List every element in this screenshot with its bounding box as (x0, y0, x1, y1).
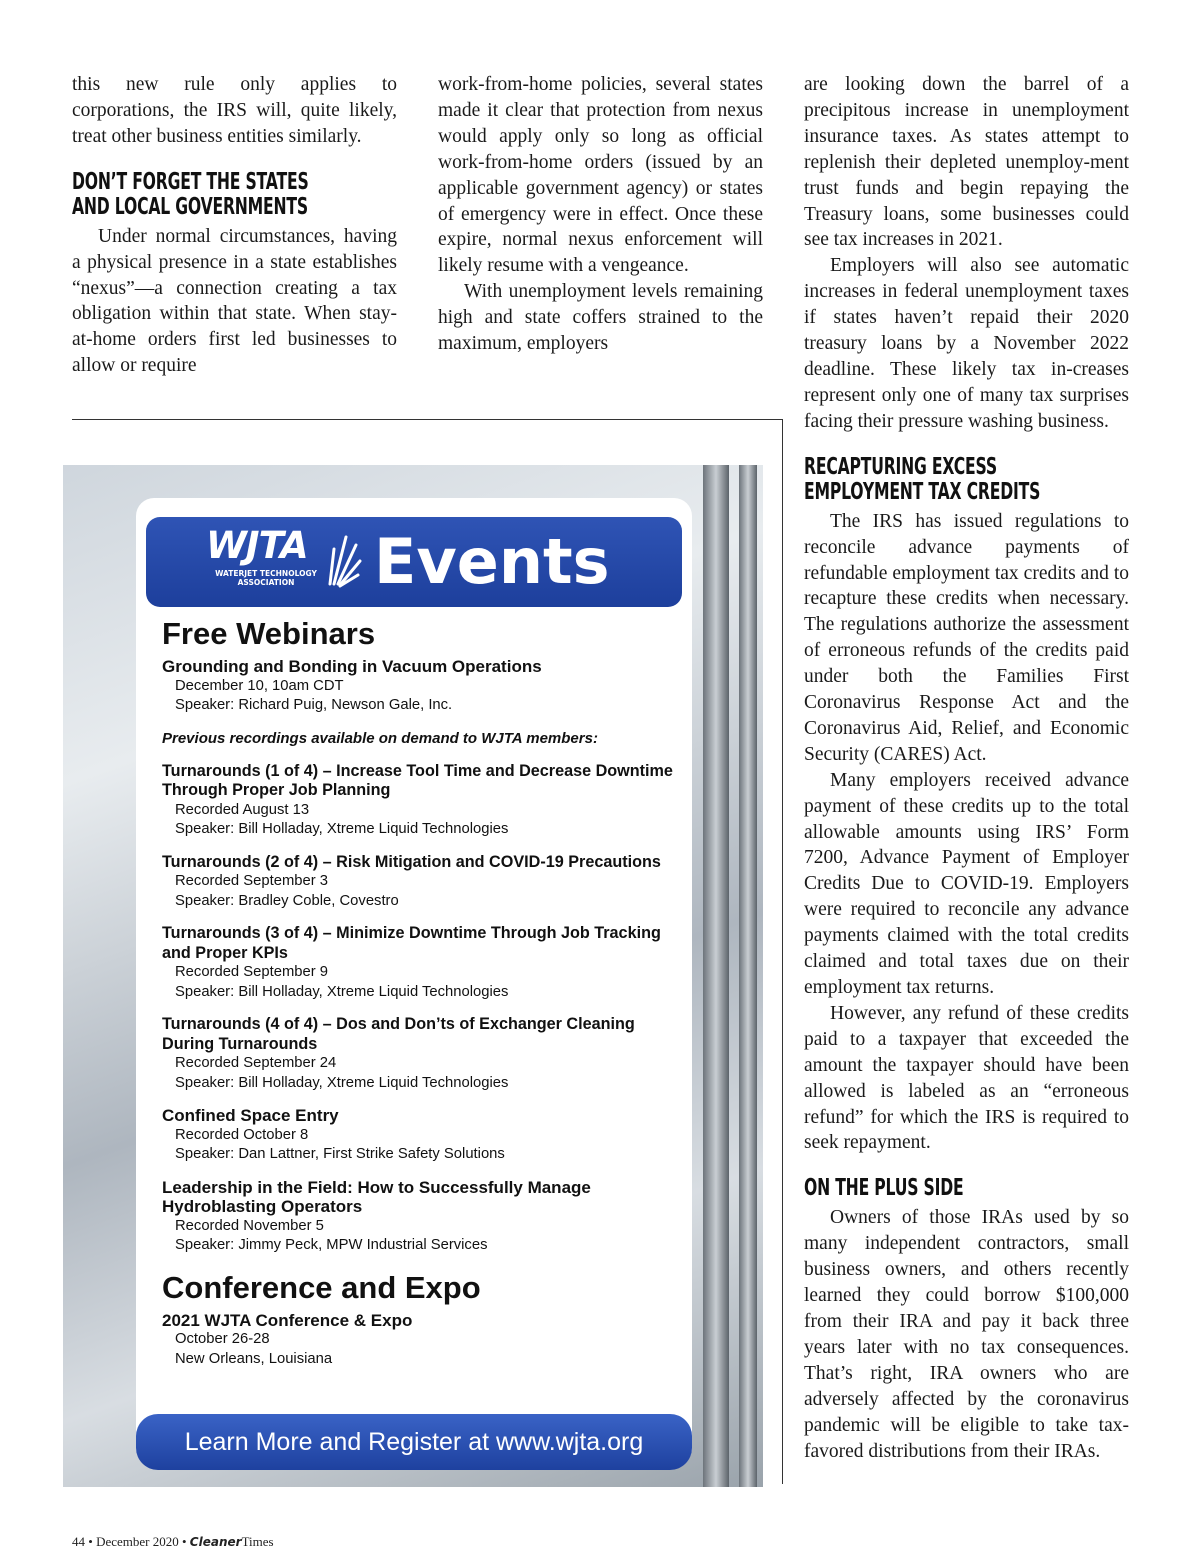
section-heading (804, 455, 1136, 505)
section-heading (72, 170, 404, 220)
water-splash-icon (324, 529, 364, 589)
ad-content (162, 615, 682, 1382)
heading-line: RECAPTURING EXCESS (804, 453, 997, 480)
event-speaker: Speaker: Bill Holladay, Xtreme Liquid Technologies (175, 983, 509, 1000)
event-title: Grounding and Bonding in Vacuum Operations (162, 657, 542, 676)
conference-location: New Orleans, Louisiana (175, 1350, 333, 1367)
event-title: Turnarounds (1 of 4) – Increase Tool Time and Decrease Downtime Through Proper Job Planning (162, 761, 673, 799)
event-title: Confined Space Entry (162, 1106, 339, 1125)
on-demand-note: Previous recordings available on demand to WJTA members: (162, 729, 598, 747)
column-2 (438, 72, 763, 357)
heading-line: DON’T FORGET THE STATES (72, 168, 309, 195)
event-title: Leadership in the Field: How to Successfully Manage Hydroblasting Operators (162, 1177, 591, 1216)
event-speaker: Speaker: Bill Holladay, Xtreme Liquid Technologies (175, 821, 509, 837)
events-banner (146, 517, 682, 607)
conference-title: 2021 WJTA Conference & Expo (162, 1310, 413, 1330)
heading-line: ON THE PLUS SIDE (804, 1175, 964, 1202)
paragraph: With unemployment levels remaining high and state coffers strained to the maximum, employers (438, 281, 763, 355)
banner-title: Events (374, 525, 610, 598)
recording-item (162, 1106, 682, 1165)
paragraph: work-from-home policies, several states made it clear that protection from nexus would apply only so long as official work-from-home orders (issued by an applicable government agency) or states of emergency were in effect. Once these expire, normal nexus enforcement will likely resume with a vengeance. (438, 74, 763, 277)
event-title: Turnarounds (2 of 4) – Risk Mitigation and COVID-19 Precautions (162, 852, 661, 871)
paragraph: are looking down the barrel of a precipitous increase in unemployment insurance taxes. As states attempt to replenish their depleted unemploy-ment trust funds and begin repaying the Treasury loans, some businesses could see tax increases in 2021. (804, 74, 1129, 251)
logo-subtitle-1: WATERJET TECHNOLOGY (215, 569, 317, 578)
event-date: Recorded August 13 (175, 801, 310, 818)
paragraph: Under normal circumstances, having a physical presence in a state establishes “nexus”—a connection creating a tax obligation within that state. When stay-at-home orders first led businesses to allow or require (72, 225, 397, 377)
paragraph: However, any refund of these credits paid to a taxpayer that exceeded the amount the taxpayer should have been allowed is labeled as an “erroneous refund” for which the IRS is required to seek repayment. (804, 1002, 1129, 1154)
recording-item (162, 1015, 682, 1093)
issue-date: December 2020 (96, 1534, 179, 1549)
paragraph: Employers will also see automatic increases in federal unemployment taxes if states haven’t repaid their 2020 treasury loans by a November 2022 deadline. These likely tax in-creases represent only one of many tax surprises facing their pressure washing business. (804, 255, 1129, 432)
logo-text: WJTA (206, 524, 308, 567)
conference-heading: Conference and Expo (162, 1269, 481, 1305)
paragraph: The IRS has issued regulations to reconcile advance payments of refundable employment tax credits and to recapture these credits when necessary. The regulations authorize the assessment of erroneous refunds of the credits paid under both the Families First Coronavirus Response Act and the Coronavirus Aid, Relief, and Economic Security (CARES) Act. (804, 510, 1129, 765)
event-speaker: Speaker: Jimmy Peck, MPW Industrial Services (175, 1237, 488, 1253)
background-pipe (739, 465, 757, 1487)
free-webinars-heading: Free Webinars (162, 616, 376, 651)
logo-subtitle-2: ASSOCIATION (237, 578, 295, 587)
page-footer: 44 • December 2020 • CleanerTimes (72, 1534, 274, 1549)
column-1 (72, 72, 397, 379)
heading-line: EMPLOYMENT TAX CREDITS (804, 478, 1041, 505)
event-title: Turnarounds (4 of 4) – Dos and Don’ts of Exchanger Cleaning During Turnarounds (162, 1015, 635, 1053)
event-speaker: Speaker: Dan Lattner, First Strike Safety Solutions (175, 1146, 505, 1162)
event-date: Recorded September 24 (175, 1055, 337, 1071)
event-speaker: Speaker: Richard Puig, Newson Gale, Inc. (175, 697, 453, 713)
event-date: Recorded November 5 (175, 1217, 324, 1234)
paragraph: Owners of those IRAs used by so many independent contractors, small business owners, and others recently learned they could borrow $100,000 from their IRA and pay it back three years later with no tax consequences. That’s right, IRA owners who are adversely affected by the coronavirus pandemic will be eligible to take tax-favored distributions from their IRAs. (804, 1207, 1129, 1462)
paragraph: this new rule only applies to corporations, the IRS will, quite likely, treat other business entities similarly. (72, 74, 397, 147)
event-speaker: Speaker: Bill Holladay, Xtreme Liquid Technologies (175, 1074, 509, 1091)
recording-item (162, 762, 682, 840)
conference-dates: October 26-28 (175, 1331, 270, 1347)
column-3 (804, 72, 1129, 1464)
event-title: Turnarounds (3 of 4) – Minimize Downtime Through Job Tracking and Proper KPIs (162, 924, 661, 962)
event-speaker: Speaker: Bradley Coble, Covestro (175, 892, 399, 909)
event-date: Recorded September 3 (175, 873, 328, 889)
section-heading (804, 1176, 1136, 1201)
recording-item (162, 853, 682, 912)
heading-line: AND LOCAL GOVERNMENTS (72, 193, 308, 220)
conference-item (162, 1311, 682, 1370)
featured-webinar (162, 657, 682, 716)
recording-item (162, 1178, 682, 1256)
wjta-events-ad (63, 465, 763, 1487)
register-link[interactable]: Learn More and Register at www.wjta.org (136, 1414, 692, 1470)
vertical-rule (782, 419, 783, 1484)
event-date: Recorded September 9 (175, 964, 328, 980)
background-pipe (703, 465, 729, 1487)
recording-item (162, 924, 682, 1002)
paragraph: Many employers received advance payment of these credits up to the total allowable amounts using IRS’ Form 7200, Advance Payment of Employer Credits Due to COVID-19. Employers were required to reconcile any advance payments claimed with the total credits claimed and total taxes due on their employment tax returns. (804, 769, 1129, 998)
magazine-name-rest: Times (241, 1534, 274, 1549)
horizontal-rule (72, 419, 783, 420)
event-date: Recorded October 8 (175, 1126, 309, 1143)
magazine-name-italic: Cleaner (189, 1535, 242, 1549)
page-number: 44 (72, 1534, 85, 1549)
event-date: December 10, 10am CDT (175, 677, 344, 694)
